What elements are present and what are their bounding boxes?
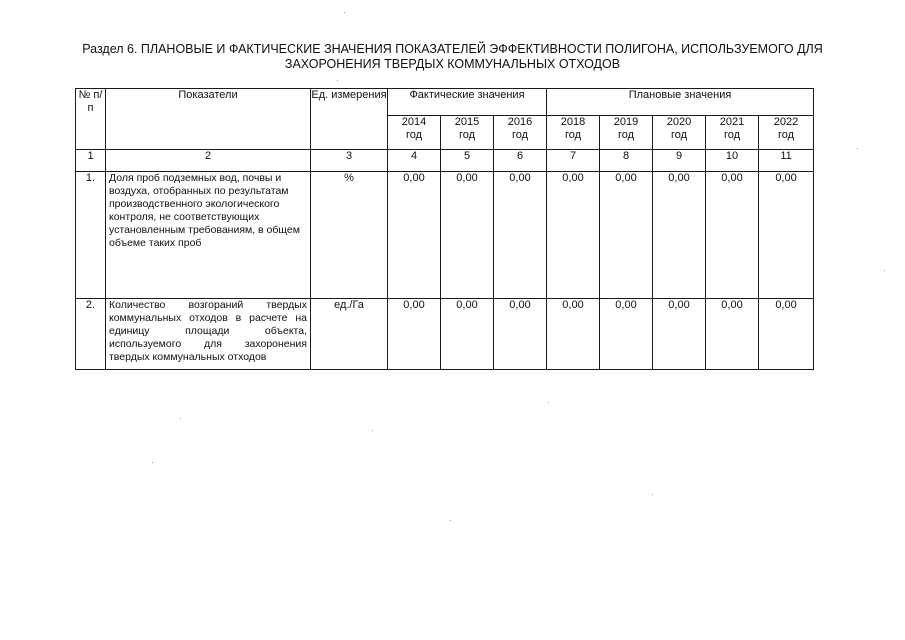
column-number: 1	[76, 150, 106, 172]
column-number: 8	[600, 150, 653, 172]
column-number: 3	[311, 150, 388, 172]
unit-cell: %	[311, 172, 388, 299]
value-cell: 0,00	[441, 299, 494, 370]
value-cell: 0,00	[759, 299, 814, 370]
scan-speck	[372, 430, 373, 431]
scan-speck	[450, 520, 451, 521]
year-header-2015: 2015 год	[441, 116, 494, 150]
scan-speck	[337, 80, 338, 81]
year-header-2014: 2014 год	[388, 116, 441, 150]
year-header-2020: 2020 год	[653, 116, 706, 150]
table-row	[76, 172, 814, 299]
header-actual-values: Фактические значения	[388, 89, 547, 116]
indicators-table	[75, 88, 814, 370]
header-num: № п/п	[76, 89, 106, 150]
column-number: 11	[759, 150, 814, 172]
header-unit: Ед. измерения	[311, 89, 388, 150]
column-number: 9	[653, 150, 706, 172]
value-cell: 0,00	[600, 172, 653, 299]
scan-speck	[884, 270, 885, 271]
column-number-row	[76, 150, 814, 172]
row-number: 1.	[76, 172, 106, 299]
row-number: 2.	[76, 299, 106, 370]
value-cell: 0,00	[547, 299, 600, 370]
value-cell: 0,00	[494, 299, 547, 370]
column-number: 5	[441, 150, 494, 172]
scan-speck	[548, 402, 549, 403]
scan-speck	[652, 494, 653, 495]
header-planned-values: Плановые значения	[547, 89, 814, 116]
column-number: 4	[388, 150, 441, 172]
scan-speck	[180, 418, 181, 419]
table-row	[76, 299, 814, 370]
value-cell: 0,00	[600, 299, 653, 370]
year-header-2019: 2019 год	[600, 116, 653, 150]
value-cell: 0,00	[653, 172, 706, 299]
column-number: 2	[106, 150, 311, 172]
table-header-row	[76, 89, 814, 116]
year-header-2022: 2022 год	[759, 116, 814, 150]
document-title: Раздел 6. ПЛАНОВЫЕ И ФАКТИЧЕСКИЕ ЗНАЧЕНИЯ ПОКАЗАТЕЛЕЙ ЭФФЕКТИВНОСТИ ПОЛИГОНА, ИСПОЛЬЗУЕМОГО ДЛЯ ЗАХОРОНЕНИЯ ТВЕРДЫХ КОММУНАЛЬНЫХ ОТХОДОВ	[82, 42, 823, 71]
year-header-2021: 2021 год	[706, 116, 759, 150]
value-cell: 0,00	[706, 172, 759, 299]
value-cell: 0,00	[653, 299, 706, 370]
year-header-2018: 2018 год	[547, 116, 600, 150]
value-cell: 0,00	[388, 299, 441, 370]
scan-speck	[857, 148, 858, 149]
header-indicator: Показатели	[106, 89, 311, 150]
column-number: 6	[494, 150, 547, 172]
indicator-text: Количество возгораний твердых коммунальных отходов в расчете на единицу площади объекта, используемого для захоронения твердых коммунальных отходов	[106, 299, 311, 370]
year-header-2016: 2016 год	[494, 116, 547, 150]
value-cell: 0,00	[388, 172, 441, 299]
value-cell: 0,00	[547, 172, 600, 299]
indicator-text: Доля проб подземных вод, почвы и воздуха, отобранных по результатам производственного экологического контроля, не соответствующих установленным требованиям, в общем объеме таких проб	[106, 172, 311, 299]
value-cell: 0,00	[759, 172, 814, 299]
scan-speck	[344, 12, 345, 13]
unit-cell: ед./Га	[311, 299, 388, 370]
value-cell: 0,00	[441, 172, 494, 299]
value-cell: 0,00	[494, 172, 547, 299]
column-number: 10	[706, 150, 759, 172]
column-number: 7	[547, 150, 600, 172]
scan-speck	[152, 462, 153, 463]
value-cell: 0,00	[706, 299, 759, 370]
